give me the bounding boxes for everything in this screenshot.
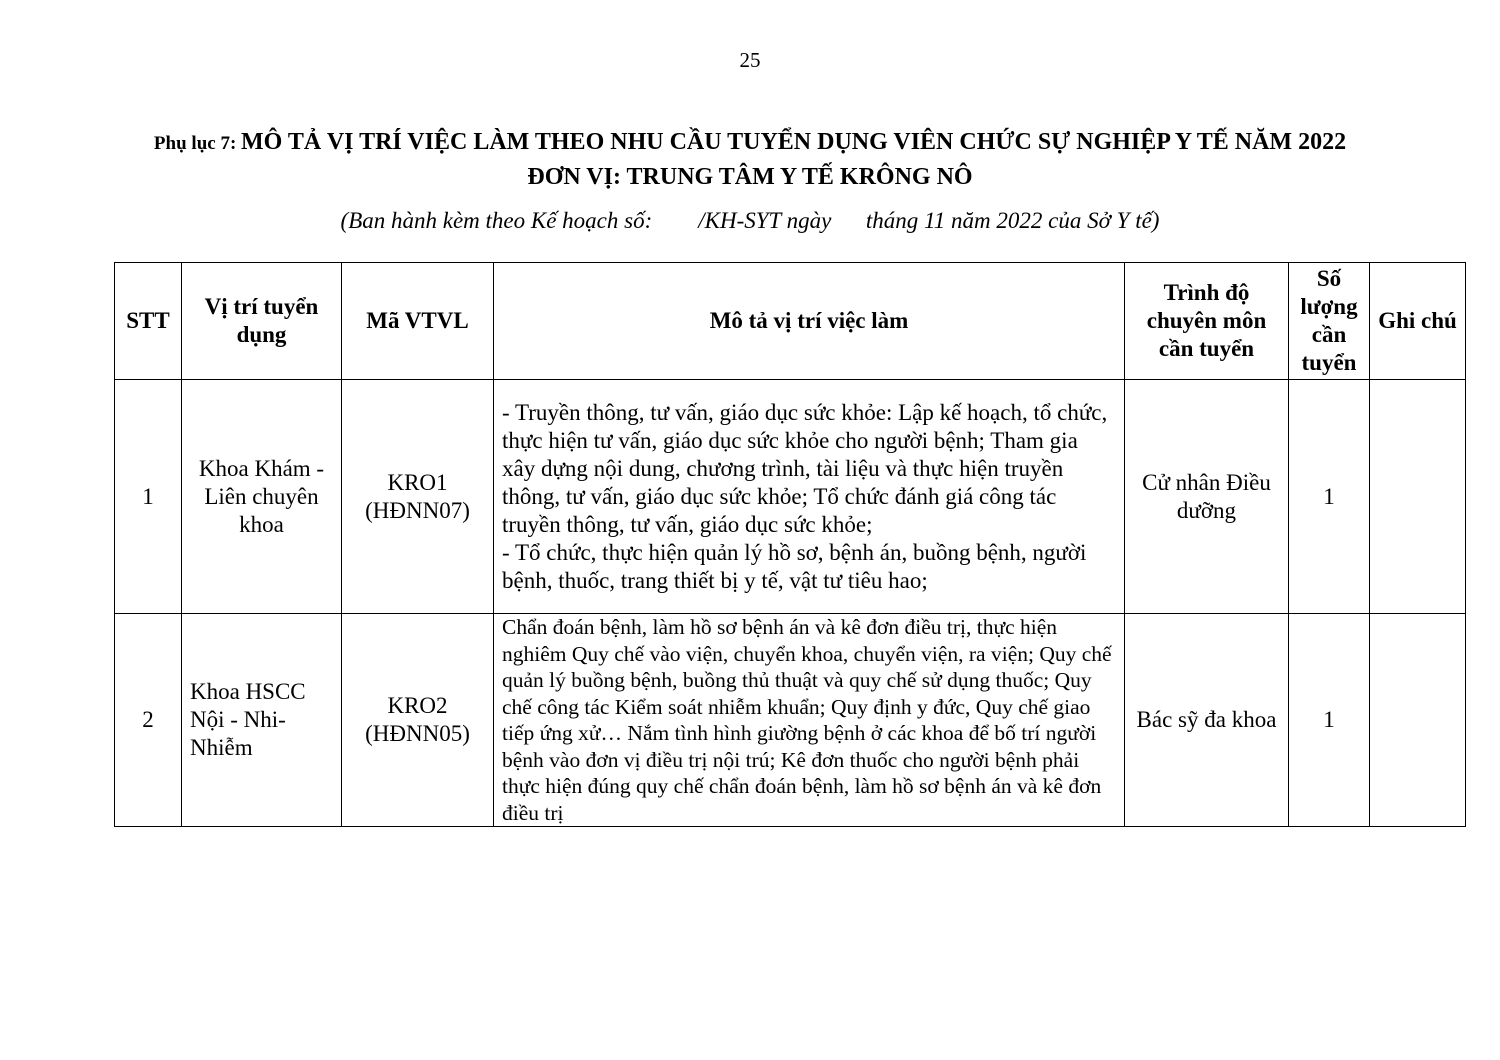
- cell-trinh-do: Cử nhân Điều dưỡng: [1125, 380, 1289, 614]
- cell-so-luong: 1: [1289, 380, 1370, 614]
- job-description-table: [114, 262, 1466, 827]
- header-vi-tri: Vị trí tuyển dụng: [182, 263, 342, 380]
- header-stt: STT: [115, 263, 182, 380]
- title-line-1: [0, 126, 1500, 161]
- header-ghi-chu: Ghi chú: [1370, 263, 1466, 380]
- cell-mo-ta: [494, 380, 1125, 614]
- title-line-2: ĐƠN VỊ: TRUNG TÂM Y TẾ KRÔNG NÔ: [527, 164, 973, 190]
- title-main: MÔ TẢ VỊ TRÍ VIỆC LÀM THEO NHU CẦU TUYỂN DỤNG VIÊN CHỨC SỰ NGHIỆP Y TẾ NĂM 2022: [241, 129, 1347, 155]
- header-so-luong: Số lượng cần tuyển: [1289, 263, 1370, 380]
- table-row: [115, 614, 1466, 827]
- cell-ghi-chu: [1370, 380, 1466, 614]
- header-ma-vtvl: Mã VTVL: [342, 263, 494, 380]
- cell-ma-vtvl: KRO1 (HĐNN07): [342, 380, 494, 614]
- description-paragraph: - Truyền thông, tư vấn, giáo dục sức khỏe: Lập kế hoạch, tổ chức, thực hiện tư vấn, giáo dục sức khỏe cho người bệnh; Tham gia xây dựng nội dung, chương trình, tài liệu và thực hiện truyền thông, tư vấn, giáo dục sức khỏe; Tổ chức đánh giá công tác truyền thông, tư vấn, giáo dục sức khỏe;: [502, 399, 1108, 537]
- cell-stt: 2: [115, 614, 182, 827]
- cell-mo-ta: Chẩn đoán bệnh, làm hồ sơ bệnh án và kê đơn điều trị, thực hiện nghiêm Quy chế vào viện, chuyển khoa, chuyển viện, ra viện; Quy chế quản lý buồng bệnh, buồng thủ thuật và quy chế sử dụng thuốc; Quy chế công tác Kiểm soát nhiễm khuẩn; Quy định y đức, Quy chế giao tiếp ứng xử… Nắm tình hình giường bệnh ở các khoa để bố trí người bệnh vào đơn vị điều trị nội trú; Kê đơn thuốc cho người bệnh phải thực hiện đúng quy chế chẩn đoán bệnh, làm hồ sơ bệnh án và kê đơn điều trị: [494, 614, 1125, 827]
- description-paragraph: - Tổ chức, thực hiện quản lý hồ sơ, bệnh án, buồng bệnh, người bệnh, thuốc, trang thiết bị y tế, vật tư tiêu hao;: [502, 539, 1087, 593]
- cell-trinh-do: Bác sỹ đa khoa: [1125, 614, 1289, 827]
- table-row: [115, 380, 1466, 614]
- page-number: 25: [739, 48, 761, 72]
- cell-vi-tri: Khoa Khám - Liên chuyên khoa: [182, 380, 342, 614]
- header-mo-ta: Mô tả vị trí việc làm: [494, 263, 1125, 380]
- header-trinh-do: Trình độ chuyên môn cần tuyển: [1125, 263, 1289, 380]
- document-title: [0, 126, 1500, 194]
- table-header-row: [115, 263, 1466, 380]
- cell-stt: 1: [115, 380, 182, 614]
- cell-ma-vtvl: KRO2 (HĐNN05): [342, 614, 494, 827]
- cell-ghi-chu: [1370, 614, 1466, 827]
- document-subtitle: (Ban hành kèm theo Kế hoạch số: /KH-SYT ngày tháng 11 năm 2022 của Sở Y tế): [340, 208, 1160, 233]
- cell-so-luong: 1: [1289, 614, 1370, 827]
- cell-vi-tri: Khoa HSCC Nội - Nhi-Nhiễm: [182, 614, 342, 827]
- title-prefix: Phụ lục 7:: [153, 133, 242, 154]
